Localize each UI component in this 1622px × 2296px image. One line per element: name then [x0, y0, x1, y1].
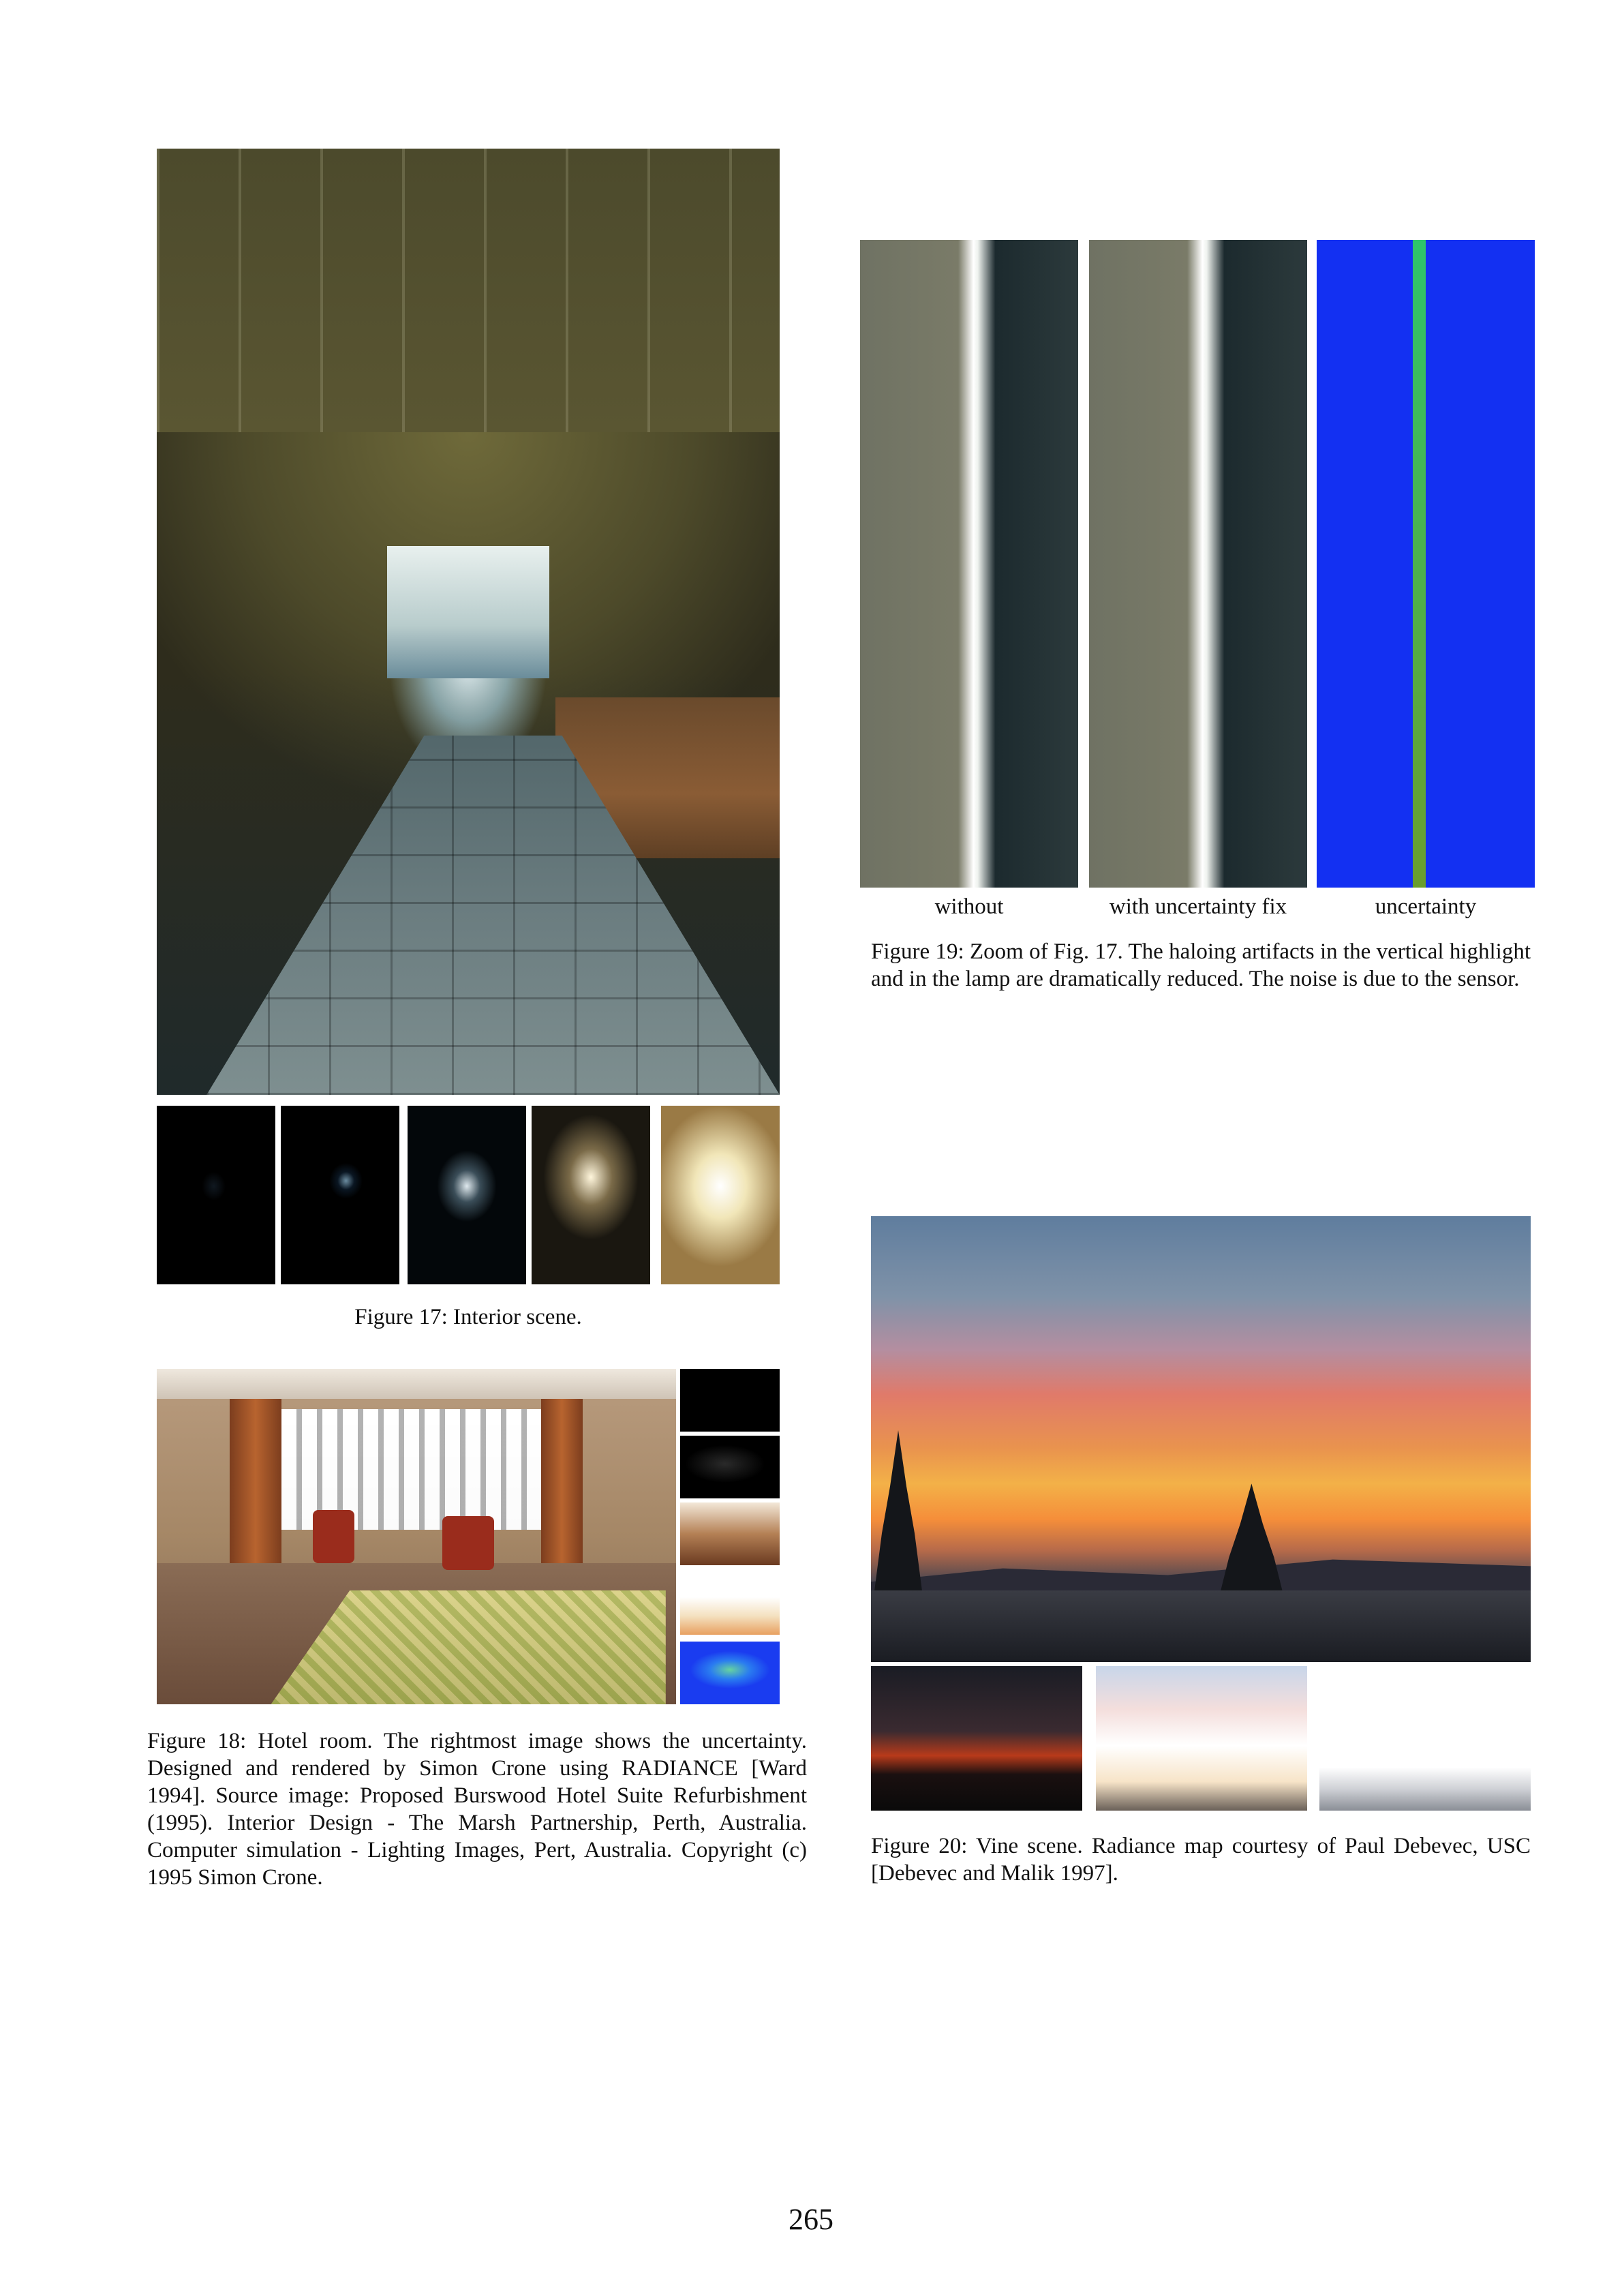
curtain-left — [230, 1399, 281, 1584]
fig20-exposure-3 — [1319, 1666, 1531, 1811]
armchair-right — [442, 1516, 494, 1570]
fig18-exposure-1 — [680, 1369, 780, 1432]
fig19-label-uncertainty: uncertainty — [1375, 894, 1477, 919]
fig17-exposure-3 — [408, 1106, 526, 1284]
fig19-caption: Figure 19: Zoom of Fig. 17. The haloing artifacts in the vertical highlight and in the lamp are dramatically reduced. The noise is due to the sensor. — [871, 939, 1531, 991]
armchair-left — [313, 1510, 354, 1564]
fig17-caption: Figure 17: Interior scene. — [354, 1305, 582, 1329]
fig19-zoom-without — [860, 240, 1078, 888]
fig18-exposure-4 — [680, 1572, 780, 1635]
fig20-sunset-photo — [871, 1216, 1531, 1662]
ceiling-region — [157, 149, 780, 432]
fig17-exposure-5 — [661, 1106, 780, 1284]
fig18-exposure-3 — [680, 1502, 780, 1565]
fig19-label-with-fix: with uncertainty fix — [1109, 894, 1287, 919]
tree-left-silhouette — [871, 1430, 925, 1618]
uncertainty-stripe — [1413, 240, 1426, 888]
fig17-exposure-1 — [157, 1106, 275, 1284]
fig18-caption: Figure 18: Hotel room. The rightmost image shows the uncertainty. Designed and rendered by Simon Crone using RADIANCE [Ward 1994]. Source image: Proposed Burswood Hotel Suite Refurbishment (1995). Interior Design - The Marsh Partnership, Perth, Australia. Computer simulation - Lighting Images, Pert, Australia. Copyright (c) 1995 Simon Crone. — [147, 1729, 807, 1890]
fig19-zoom-with-fix — [1089, 240, 1307, 888]
fig19-label-without: without — [934, 894, 1004, 919]
town-region — [871, 1590, 1531, 1662]
fig17-exposure-2 — [281, 1106, 399, 1284]
hills-silhouette — [871, 1551, 1531, 1595]
fig18-uncertainty-map — [680, 1642, 780, 1704]
ceiling-region — [157, 1369, 676, 1399]
fig18-hotel-room-photo — [157, 1369, 676, 1704]
fig17-exposure-4 — [532, 1106, 650, 1284]
fig20-exposure-1 — [871, 1666, 1082, 1811]
fig20-caption: Figure 20: Vine scene. Radiance map courtesy of Paul Debevec, USC [Debevec and Malik 1997]. — [871, 1834, 1531, 1886]
fig18-exposure-2 — [680, 1436, 780, 1498]
curtain-right — [541, 1399, 583, 1567]
fig17-interior-photo — [157, 149, 780, 1095]
window-region — [387, 546, 549, 678]
page-number: 265 — [789, 2203, 833, 2236]
fig20-exposure-2 — [1096, 1666, 1307, 1811]
fig19-zoom-uncertainty — [1317, 240, 1535, 888]
